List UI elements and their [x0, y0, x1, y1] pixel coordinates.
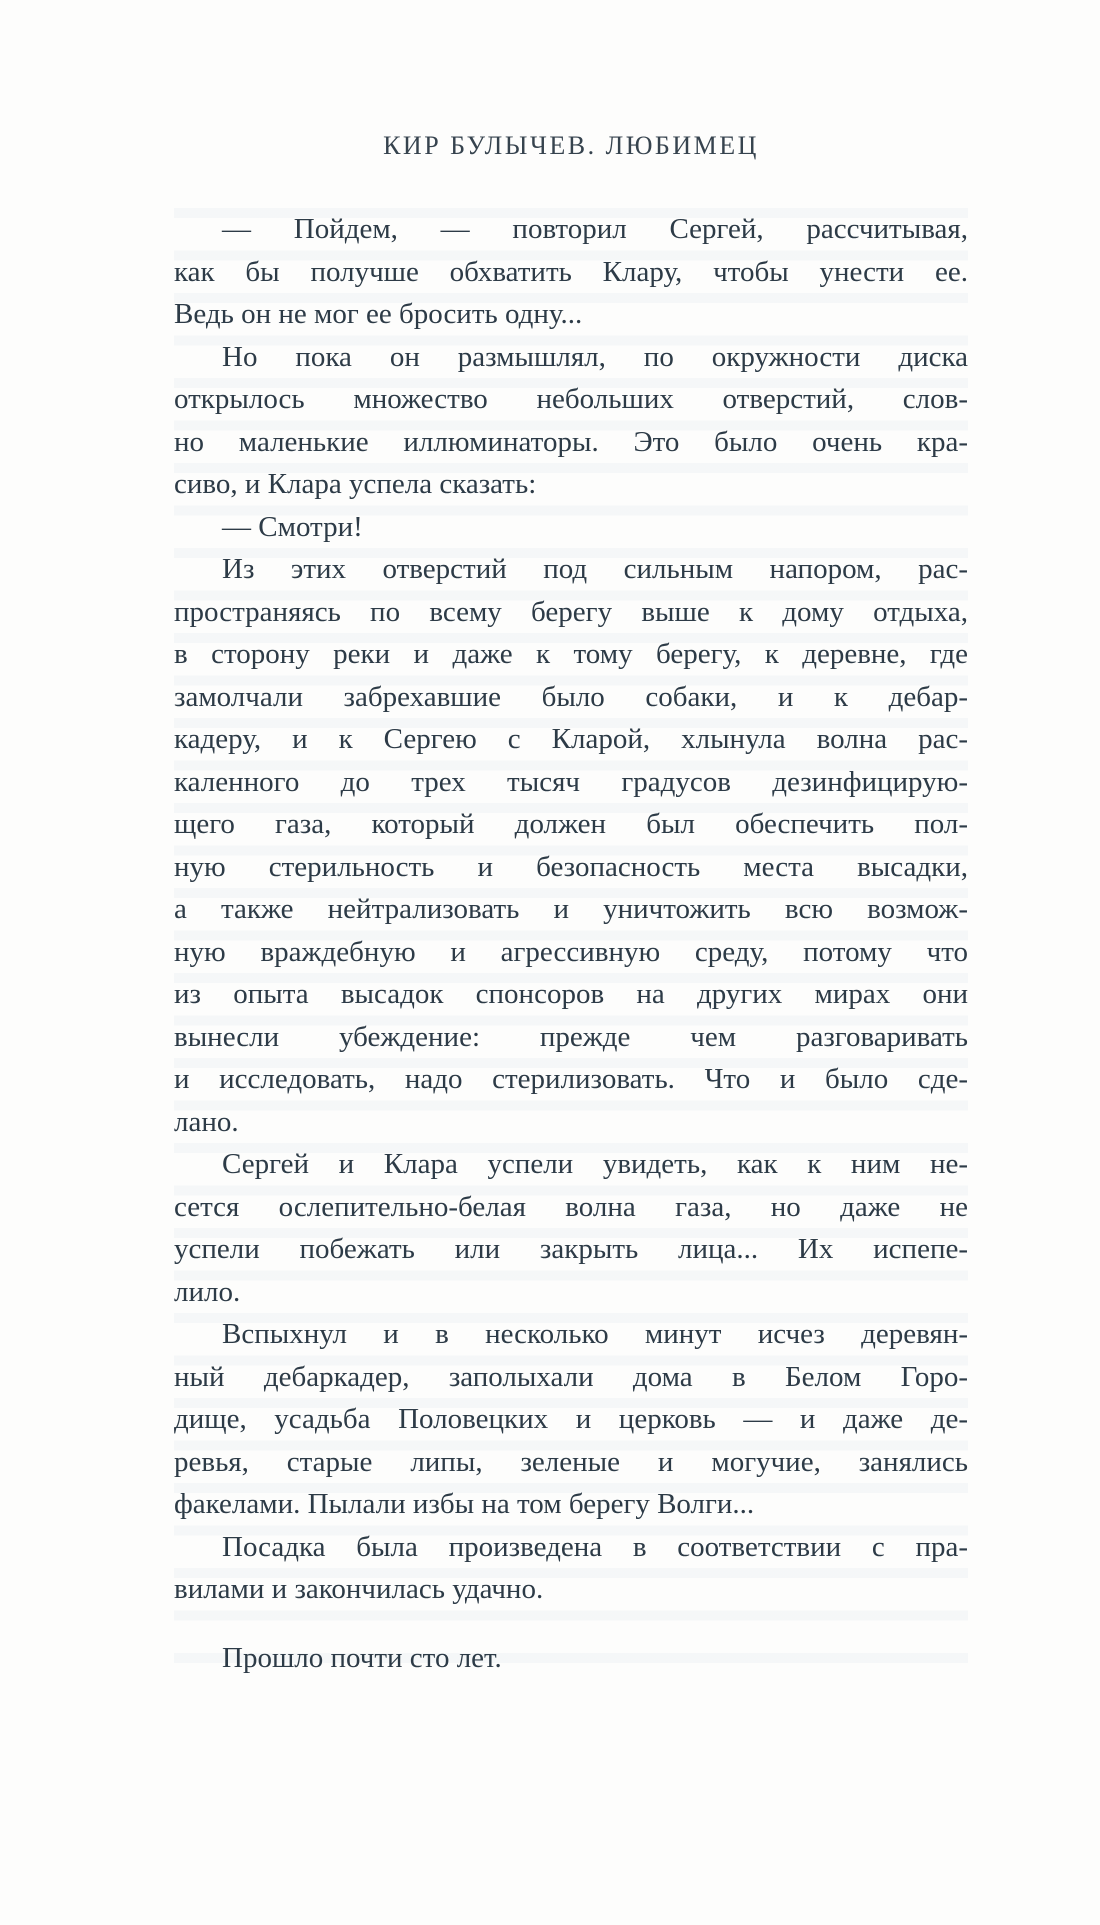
- text-line: ный дебаркадер, заполыхали дома в Белом Горо-: [174, 1360, 968, 1393]
- text-line: но маленькие иллюминаторы. Это было очень кра-: [174, 425, 968, 458]
- text-line: Из этих отверстий под сильным напором, рас-: [222, 553, 968, 585]
- text-line: щего газа, который должен был обеспечить пол-: [174, 808, 968, 840]
- text-line: Сергей и Клара успели увидеть, как к ним не-: [222, 1148, 968, 1180]
- text-line: лано.: [174, 1105, 239, 1138]
- text-line: ревья, старые липы, зеленые и могучие, занялись: [174, 1445, 968, 1478]
- text-line: и исследовать, надо стерилизовать. Что и было сде-: [174, 1063, 968, 1095]
- text-line: — Пойдем, — повторил Сергей, рассчитывая,: [222, 213, 968, 245]
- paragraph: [174, 1313, 968, 1526]
- text-line: Вспыхнул и в несколько минут исчез деревян-: [222, 1318, 968, 1350]
- running-header: КИР БУЛЫЧЕВ. ЛЮБИМЕЦ: [383, 131, 759, 160]
- text-line: лило.: [174, 1275, 241, 1308]
- text-line: открылось множество небольших отверстий, слов-: [174, 383, 968, 415]
- text-line: Прошло почти сто лет.: [222, 1641, 502, 1674]
- text-line: успели побежать или закрыть лица... Их испепе-: [174, 1233, 968, 1265]
- paragraph: [174, 1526, 968, 1611]
- paragraph: [174, 1143, 968, 1313]
- text-line: из опыта высадок спонсоров на других мирах они: [174, 978, 968, 1010]
- text-line: — Смотри!: [222, 510, 363, 543]
- paragraph: [174, 208, 968, 336]
- text-line: Но пока он размышлял, по окружности диска: [222, 340, 968, 373]
- text-block: [174, 208, 968, 1679]
- text-line: дище, усадьба Половецких и церковь — и даже де-: [174, 1403, 968, 1435]
- paragraph: [174, 336, 968, 506]
- text-line: Ведь он не мог ее бросить одну...: [174, 298, 583, 330]
- text-line: пространяясь по всему берегу выше к дому отдыха,: [174, 595, 968, 628]
- text-line: каленного до трех тысяч градусов дезинфицирую-: [174, 765, 968, 798]
- text-line: сиво, и Клара успела сказать:: [174, 468, 537, 500]
- text-line: в сторону реки и даже к тому берегу, к деревне, где: [174, 638, 968, 670]
- text-line: а также нейтрализовать и уничтожить всю возмож-: [174, 893, 968, 925]
- text-line: факелами. Пылали избы на том берегу Волги...: [174, 1488, 755, 1520]
- text-line: вынесли убеждение: прежде чем разговаривать: [174, 1020, 968, 1053]
- text-line: как бы получше обхватить Клару, чтобы унести ее.: [174, 255, 968, 288]
- paragraph: [174, 1637, 968, 1680]
- text-line: замолчали забрехавшие было собаки, и к дебар-: [174, 680, 968, 713]
- text-line: вилами и закончилась удачно.: [174, 1573, 544, 1605]
- text-line: сется ослепительно-белая волна газа, но даже не: [174, 1190, 968, 1223]
- text-line: Посадка была произведена в соответствии с пра-: [222, 1530, 968, 1563]
- text-line: ную враждебную и агрессивную среду, потому что: [174, 935, 968, 968]
- text-line: ную стерильность и безопасность места высадки,: [174, 850, 968, 883]
- text-line: кадеру, и к Сергею с Кларой, хлынула волна рас-: [174, 723, 968, 755]
- paragraph: [174, 506, 968, 549]
- paragraph: [174, 548, 968, 1143]
